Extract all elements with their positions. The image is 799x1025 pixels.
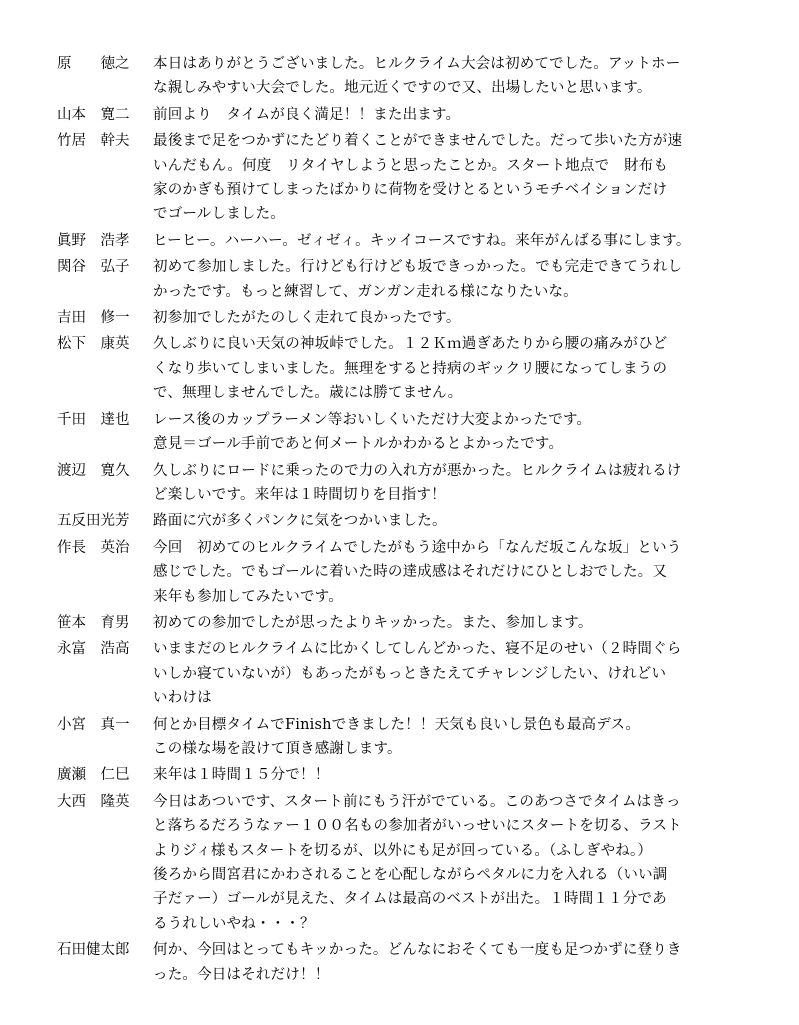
participant-comment: [153, 306, 757, 330]
comment-entry: [57, 52, 757, 101]
comment-line: でゴールしました。: [153, 206, 286, 223]
comment-entry: [57, 713, 757, 762]
participant-name: 松下 康英: [57, 336, 130, 353]
comment-line: 初めて参加しました。行けども行けども坂できっかった。でも完走できてうれし: [153, 259, 683, 276]
comment-entry: [57, 103, 757, 127]
comment-line: 初めての参加でしたが思ったよりキッかった。また、参加します。: [153, 614, 593, 631]
comment-line: るうれしいやね・・・？: [153, 915, 315, 932]
comment-entry: [57, 129, 757, 227]
comment-entry: [57, 509, 757, 533]
comment-entry: [57, 938, 757, 987]
participant-name: 山本 寛二: [57, 106, 130, 123]
participant-name: 作長 英治: [57, 539, 130, 556]
comment-entry: [57, 459, 757, 508]
participant-name: 竹居 幹夫: [57, 133, 130, 150]
participant-comment: [153, 713, 757, 762]
comment-line: で、無理しませんでした。歳には勝てません。: [153, 385, 463, 402]
comment-line: 感じでした。でもゴールに着いた時の達成感はそれだけにひとしおでした。又: [153, 564, 668, 581]
comment-line: 今日はあついです、スタート前にもう汗がでている。このあつさでタイムはきっ: [153, 793, 681, 810]
comment-line: 路面に穴が多くパンクに気をつかいました。: [153, 513, 447, 530]
comment-line: この様な場を設けて頂き感謝します。: [153, 740, 402, 757]
participant-comment: [153, 103, 757, 127]
comment-line: 前回より タイムが良く満足！！また出ます。: [153, 106, 461, 123]
participant-comment: [153, 763, 757, 787]
participant-name: 吉田 修一: [57, 310, 130, 327]
comment-line: いしか寝ていないが）もあったがもっときたえてチャレンジしたい、けれどい: [153, 665, 667, 682]
comment-line: 今回 初めてのヒルクライムでしたがもう途中から「なんだ坂こんな坂」という: [153, 539, 682, 556]
participant-comment: [153, 459, 757, 508]
participant-name: 眞野 浩孝: [57, 232, 130, 249]
comment-entry: [57, 229, 757, 253]
participant-name: 廣瀬 仁巳: [57, 767, 130, 784]
comment-line: 何か、今回はとってもキッかった。どんなにおそくても一度も足つかずに登りき: [153, 942, 682, 959]
comment-entry: [57, 637, 757, 710]
comment-line: 何とか目標タイムでFinishできました！！天気も良いし景色も最高デス。: [153, 716, 641, 733]
participant-name: 関谷 弘子: [57, 259, 130, 276]
participant-name: 永富 浩高: [57, 641, 130, 658]
participant-comment: [153, 536, 757, 609]
participant-comment: [153, 229, 757, 253]
participant-name: 千田 達也: [57, 411, 130, 428]
participant-comment: [153, 129, 757, 227]
comment-line: 最後まで足をつかずにたどり着くことができませんでした。だって歩いた方が速: [153, 133, 683, 150]
comment-line: いままだのヒルクライムに比かくしてしんどかった、寝不足のせい（２時間ぐら: [153, 641, 682, 658]
comment-line: よりジィ様もスタートを切るが、以外にも足が回っている。（ふしぎやね。）: [153, 842, 653, 859]
comment-line: 意見＝ゴール手前であと何メートルかわかるとよかったです。: [153, 436, 564, 453]
comment-entry: [57, 306, 757, 330]
participant-name: 石田健太郎: [57, 942, 130, 959]
comment-line: 来年も参加してみたいです。: [153, 588, 343, 605]
participant-comment: [153, 938, 757, 987]
comment-line: くなり歩いてしまいました。無理をすると持病のギックリ腰になってしまうの: [153, 360, 668, 377]
comment-line: 初参加でしたがたのしく走れて良かったです。: [153, 310, 461, 327]
participant-comment: [153, 52, 757, 101]
comment-line: かったです。もっと練習して、ガンガン走れる様になりたいな。: [153, 283, 578, 300]
participant-name: 五反田光芳: [57, 513, 130, 530]
comment-entry: [57, 255, 757, 304]
comment-line: いんだもん。何度 リタイヤしようと思ったことか。スタート地点で 財布も: [153, 157, 669, 174]
comment-list: [57, 52, 757, 987]
comment-line: レース後のカップラーメン等おいしくいただけ大変よかったです。: [153, 411, 592, 428]
participant-comment: [153, 332, 757, 405]
comment-line: 本日はありがとうございました。ヒルクライム大会は初めてでした。アットホー: [153, 56, 681, 72]
participant-comment: [153, 790, 757, 936]
comment-line: 子だァー）ゴールが見えた、タイムは最高のベストが出た。１時間１１分であ: [153, 891, 667, 908]
comment-line: 後ろから間宮君にかわされることを心配しながらペタルに力を入れる（いい調: [153, 867, 668, 883]
comment-line: ヒーヒー。ハーハー。ゼィゼィ。キッイコースですね。来年がんばる事にします。: [153, 232, 691, 249]
participant-comment: [153, 408, 757, 457]
comment-entry: [57, 332, 757, 405]
comment-entry: [57, 536, 757, 609]
comment-line: 久しぶりにロードに乗ったので力の入れ方が悪かった。ヒルクライムは疲れるけ: [153, 462, 682, 479]
comment-line: な親しみやすい大会でした。地元近くですので又、出場したいと思います。: [153, 80, 652, 97]
comment-line: 久しぶりに良い天気の神坂峠でした。１２Ｋｍ過ぎあたりから腰の痛みがひど: [153, 336, 668, 353]
participant-name: 大西 隆英: [57, 793, 130, 810]
comment-line: 家のかぎも預けてしまったばかりに荷物を受けとるというモチベイションだけ: [153, 182, 668, 199]
participant-name: 原 徳之: [57, 56, 130, 72]
participant-comment: [153, 611, 757, 635]
comment-line: った。今日はそれだけ！！: [153, 966, 330, 983]
participant-comment: [153, 509, 757, 533]
comment-entry: [57, 763, 757, 787]
comment-entry: [57, 611, 757, 635]
participant-comment: [153, 255, 757, 304]
comment-line: と落ちるだろうなァー１００名もの参加者がいっせいにスタートを切る、ラスト: [153, 818, 682, 835]
comment-line: ど楽しいです。来年は１時間切りを目指す！: [153, 486, 446, 503]
participant-name: 小宮 真一: [57, 716, 130, 733]
comment-entry: [57, 408, 757, 457]
participant-name: 渡辺 寛久: [57, 462, 130, 479]
comment-line: いわけは: [153, 690, 212, 707]
comment-line: 来年は１時間１５分で！！: [153, 767, 330, 784]
participant-name: 笹本 育男: [57, 614, 130, 631]
comment-entry: [57, 790, 757, 936]
participant-comment: [153, 637, 757, 710]
